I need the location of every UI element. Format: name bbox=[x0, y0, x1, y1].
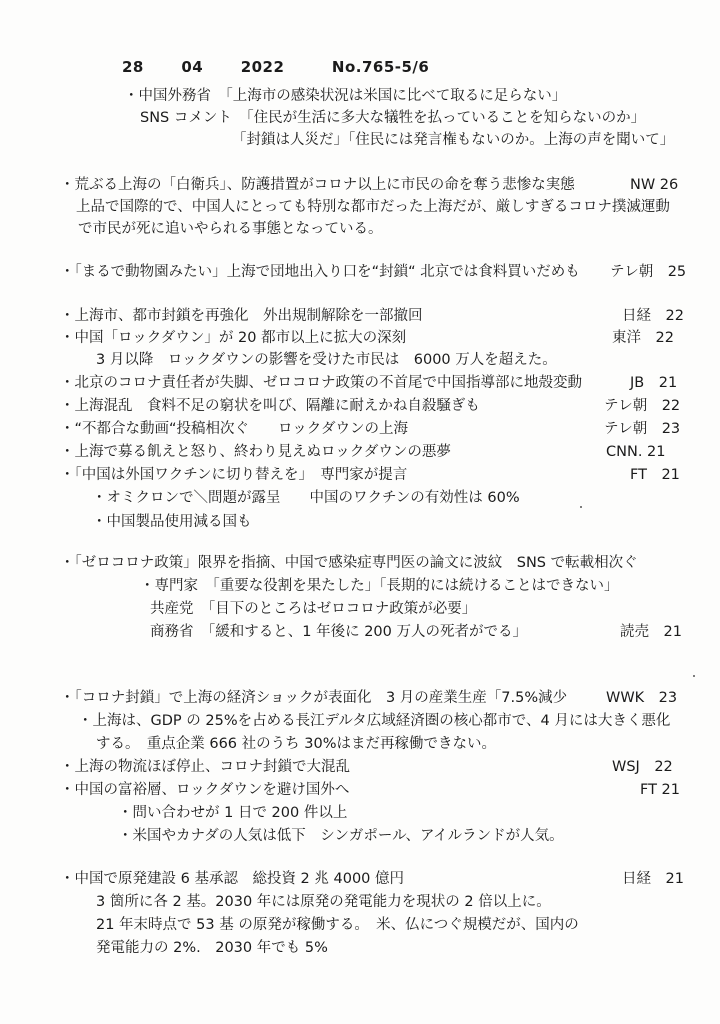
text-line: 発電能力の 2%. 2030 年でも 5% bbox=[96, 940, 328, 956]
header-day: 28 bbox=[122, 58, 144, 76]
scan-speck bbox=[580, 506, 582, 508]
source-label: FT 21 bbox=[640, 782, 681, 798]
text-line: ・専門家 「重要な役割を果たした」「長期的には続けることはできない」 bbox=[140, 578, 619, 594]
source-label: NW 26 bbox=[630, 177, 679, 193]
text-line: ・中国で原発建設 6 基承認 総投資 2 兆 4000 億円 bbox=[60, 871, 405, 887]
source-label: WWK 23 bbox=[606, 690, 678, 706]
source-label: 東洋 22 bbox=[612, 330, 674, 346]
text-line: ・上海の物流ほぼ停止、コロナ封鎖で大混乱 bbox=[60, 759, 350, 775]
text-line: ・米国やカナダの人気は低下 シンガポール、アイルランドが人気。 bbox=[118, 828, 564, 844]
header-month: 04 bbox=[181, 58, 204, 76]
text-line: ・上海は、GDP の 25%を占める長江デルタ広域経済圏の核心都市で、4 月には大きく悪化 bbox=[78, 713, 671, 729]
header-year: 2022 bbox=[240, 58, 285, 76]
text-line: ・「中国は外国ワクチンに切り替えを」 専門家が提言 bbox=[60, 467, 408, 483]
text-line: ・中国の富裕層、ロックダウンを避け国外へ bbox=[60, 782, 350, 798]
text-line: ・北京のコロナ責任者が失脚、ゼロコロナ政策の不首尾で中国指導部に地殻変動 bbox=[60, 375, 582, 391]
text-line: ・上海混乱 食料不足の窮状を叫び、隔離に耐えかね自殺騒ぎも bbox=[60, 398, 480, 414]
text-line: する。 重点企業 666 社のうち 30%はまだ再稼働できない。 bbox=[96, 736, 496, 752]
source-label: WSJ 22 bbox=[612, 759, 673, 775]
text-line: ・“不都合な動画“投稿相次ぐ ロックダウンの上海 bbox=[60, 421, 408, 437]
text-line: で市民が死に追いやられる事態となっている。 bbox=[78, 221, 383, 237]
text-line: 商務省 「緩和すると、1 年後に 200 万人の死者がでる」 bbox=[150, 624, 527, 640]
text-line: SNS コメント 「住民が生活に多大な犠牲を払っていることを知らないのか」 bbox=[140, 110, 646, 126]
text-line: ・上海で募る飢えと怒り、終わり見えぬロックダウンの悪夢 bbox=[60, 444, 451, 460]
source-label: JB 21 bbox=[630, 375, 678, 391]
text-line: 21 年末時点で 53 基 の原発が稼働する。 米、仏につぐ規模だが、国内の bbox=[96, 917, 579, 933]
source-label: 読売 21 bbox=[620, 624, 682, 640]
text-line: 3 月以降 ロックダウンの影響を受けた市民は 6000 万人を超えた。 bbox=[96, 352, 557, 368]
text-line: ・「まるで動物園みたい」上海で団地出入り口を“封鎖“ 北京では食料買いだめも bbox=[60, 264, 580, 280]
text-line: 3 箇所に各 2 基。2030 年には原発の発電能力を現状の 2 倍以上に。 bbox=[96, 894, 551, 910]
text-line: ・オミクロンで＼問題が露呈 中国のワクチンの有効性は 60% bbox=[92, 490, 520, 506]
text-line: ・上海市、都市封鎖を再強化 外出規制解除を一部撤回 bbox=[60, 308, 423, 324]
source-label: 日経 21 bbox=[622, 871, 684, 887]
text-line: ・中国製品使用減る国も bbox=[92, 514, 252, 530]
source-label: テレ朝 25 bbox=[610, 264, 687, 280]
text-line: 「封鎖は人災だ」「住民には発言権もないのか。上海の声を聞いて」 bbox=[232, 132, 675, 148]
text-line: ・「ゼロコロナ政策」限界を指摘、中国で感染症専門医の論文に波紋 SNS で転載相次ぐ bbox=[60, 555, 638, 571]
text-line: 共産党 「目下のところはゼロコロナ政策が必要」 bbox=[150, 601, 477, 617]
text-line: ・中国外務省 「上海市の感染状況は米国に比べて取るに足らない」 bbox=[124, 88, 567, 104]
source-label: 日経 22 bbox=[622, 308, 684, 324]
text-line: ・荒ぶる上海の「白衛兵」、防護措置がコロナ以上に市民の命を奪う悲惨な実態 bbox=[60, 177, 575, 193]
text-line: ・中国「ロックダウン」が 20 都市以上に拡大の深刻 bbox=[60, 330, 407, 346]
source-label: テレ朝 23 bbox=[604, 421, 681, 437]
source-label: FT 21 bbox=[630, 467, 680, 483]
text-line: 上品で国際的で、中国人にとっても特別な都市だった上海だが、厳しすぎるコロナ撲滅運動 bbox=[76, 199, 670, 215]
document-header bbox=[122, 58, 429, 76]
scan-speck bbox=[693, 675, 695, 677]
header-issue-number: No.765-5/6 bbox=[331, 58, 430, 76]
text-line: ・「コロナ封鎖」で上海の経済ショックが表面化 3 月の産業生産「7.5%減少 bbox=[60, 690, 568, 706]
source-label: CNN. 21 bbox=[606, 444, 666, 460]
text-line: ・問い合わせが 1 日で 200 件以上 bbox=[118, 805, 348, 821]
source-label: テレ朝 22 bbox=[604, 398, 681, 414]
